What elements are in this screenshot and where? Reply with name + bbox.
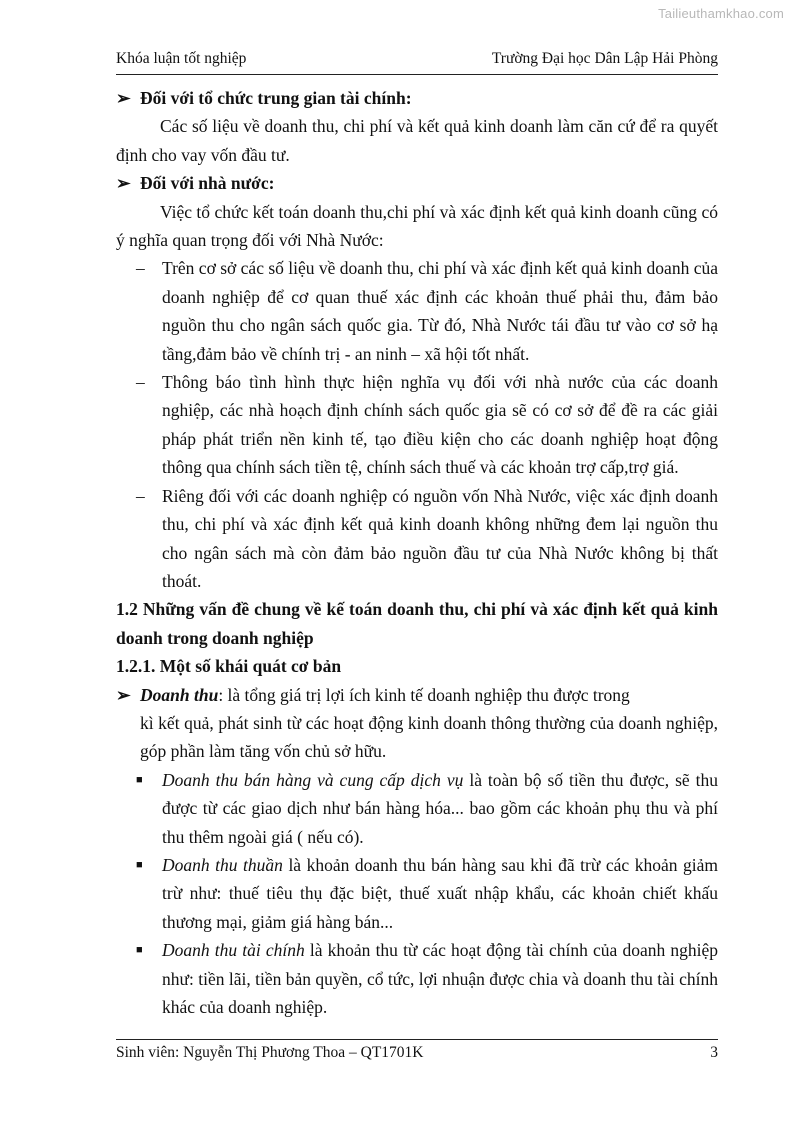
section-title-text: Đối với nhà nước: <box>140 173 275 194</box>
square-bullet-icon: ■ <box>136 944 143 957</box>
term: Doanh thu bán hàng và cung cấp dịch vụ <box>162 769 464 790</box>
square-bullet-icon: ■ <box>136 858 143 871</box>
page-footer <box>116 1039 718 1062</box>
dash-bullet-icon: – <box>136 372 145 393</box>
arrow-bullet-icon: ➢ <box>116 88 131 108</box>
list-item-text: Thông báo tình hình thực hiện nghĩa vụ đối với nhà nước của các doanh nghiệp, các nhà hoạch định chính sách quốc gia sẽ có cơ sở để đề ra các giải pháp phát triển nền kinh tế, tạo điều kiện cho các doanh nghiệp hoạt động thông qua chính sách tiền tệ, chính sách thuế và các khoản trợ cấp,trợ giá. <box>162 372 718 478</box>
list-item <box>116 368 718 482</box>
term: Doanh thu tài chính <box>162 940 305 961</box>
list-item <box>116 766 718 851</box>
paragraph: kì kết quả, phát sinh từ các hoạt động kinh doanh thông thường của doanh nghiệp, góp phần làm tăng vốn chủ sở hữu. <box>140 712 718 762</box>
page-header <box>116 50 718 75</box>
section-title-state <box>116 169 718 197</box>
paragraph: Việc tổ chức kết toán doanh thu,chi phí và xác định kết quả kinh doanh cũng có ý nghĩa quan trọng đối với Nhà Nước: <box>116 201 718 251</box>
paragraph: Các số liệu về doanh thu, chi phí và kết quả kinh doanh làm căn cứ để ra quyết định cho vay vốn đầu tư. <box>116 116 718 165</box>
list-item-text: là toàn bộ số tiền thu được, sẽ thu được từ các giao dịch như bán hàng hóa... bao gồm các khoản phụ thu và phí thu thêm ngoài giá ( nếu có). <box>162 769 718 847</box>
section-heading: 1.2 Những vấn đề chung về kế toán doanh thu, chi phí và xác định kết quả kinh doanh trong doanh nghiệp <box>116 599 718 648</box>
arrow-bullet-icon: ➢ <box>116 684 131 705</box>
subsection-heading: 1.2.1. Một số khái quát cơ bản <box>116 656 342 677</box>
page-number: 3 <box>710 1044 718 1061</box>
term: Doanh thu thuần <box>162 854 283 875</box>
term: Doanh thu <box>140 684 219 705</box>
list-item <box>116 851 718 936</box>
definition-text: : là tổng giá trị lợi ích kinh tế doanh nghiệp thu được trong <box>218 684 630 705</box>
list-item-text: Trên cơ sở các số liệu về doanh thu, chi phí và xác định kết quả kinh doanh của doanh nghiệp để cơ quan thuế xác định các khoản thuế phải thu, đảm bảo nguồn thu cho ngân sách quốc gia. Từ đó, Nhà Nước tái đầu tư vào cơ sở hạ tầng,đảm bảo về chính trị - an ninh – xã hội tốt nhất. <box>162 258 718 364</box>
arrow-bullet-icon: ➢ <box>116 173 131 194</box>
dash-bullet-icon: – <box>136 485 145 506</box>
list-item-text: là khoản doanh thu bán hàng sau khi đã trừ các khoản giảm trừ như: thuế tiêu thụ đặc biệt, thuế xuất nhập khẩu, các khoản chiết khấu thương mại, giảm giá hàng bán... <box>162 854 718 932</box>
dash-bullet-icon: – <box>136 258 145 279</box>
list-item <box>116 482 718 596</box>
square-bullet-icon: ■ <box>136 773 143 786</box>
list-item <box>116 936 718 1021</box>
page-content <box>116 84 718 1021</box>
header-right: Trường Đại học Dân Lập Hải Phòng <box>491 50 718 67</box>
watermark: Tailieuthamkhao.com <box>658 6 784 21</box>
list-item <box>116 254 718 368</box>
definition-revenue <box>116 681 718 709</box>
header-left: Khóa luận tốt nghiệp <box>116 50 247 67</box>
footer-author: Sinh viên: Nguyễn Thị Phương Thoa – QT1701K <box>116 1044 424 1061</box>
section-title-text: Đối với tổ chức trung gian tài chính: <box>140 88 412 108</box>
section-title-financial <box>116 84 718 112</box>
list-item-text: Riêng đối với các doanh nghiệp có nguồn vốn Nhà Nước, việc xác định doanh thu, chi phí và xác định kết quả kinh doanh không những đem lại nguồn thu cho ngân sách mà còn đảm bảo nguồn đầu tư của Nhà Nước không bị thất thoát. <box>162 485 718 591</box>
list-item-text: là khoản thu từ các hoạt động tài chính của doanh nghiệp như: tiền lãi, tiền bản quyền, cổ tức, lợi nhuận được chia và doanh thu tài chính khác của doanh nghiệp. <box>162 940 718 1017</box>
